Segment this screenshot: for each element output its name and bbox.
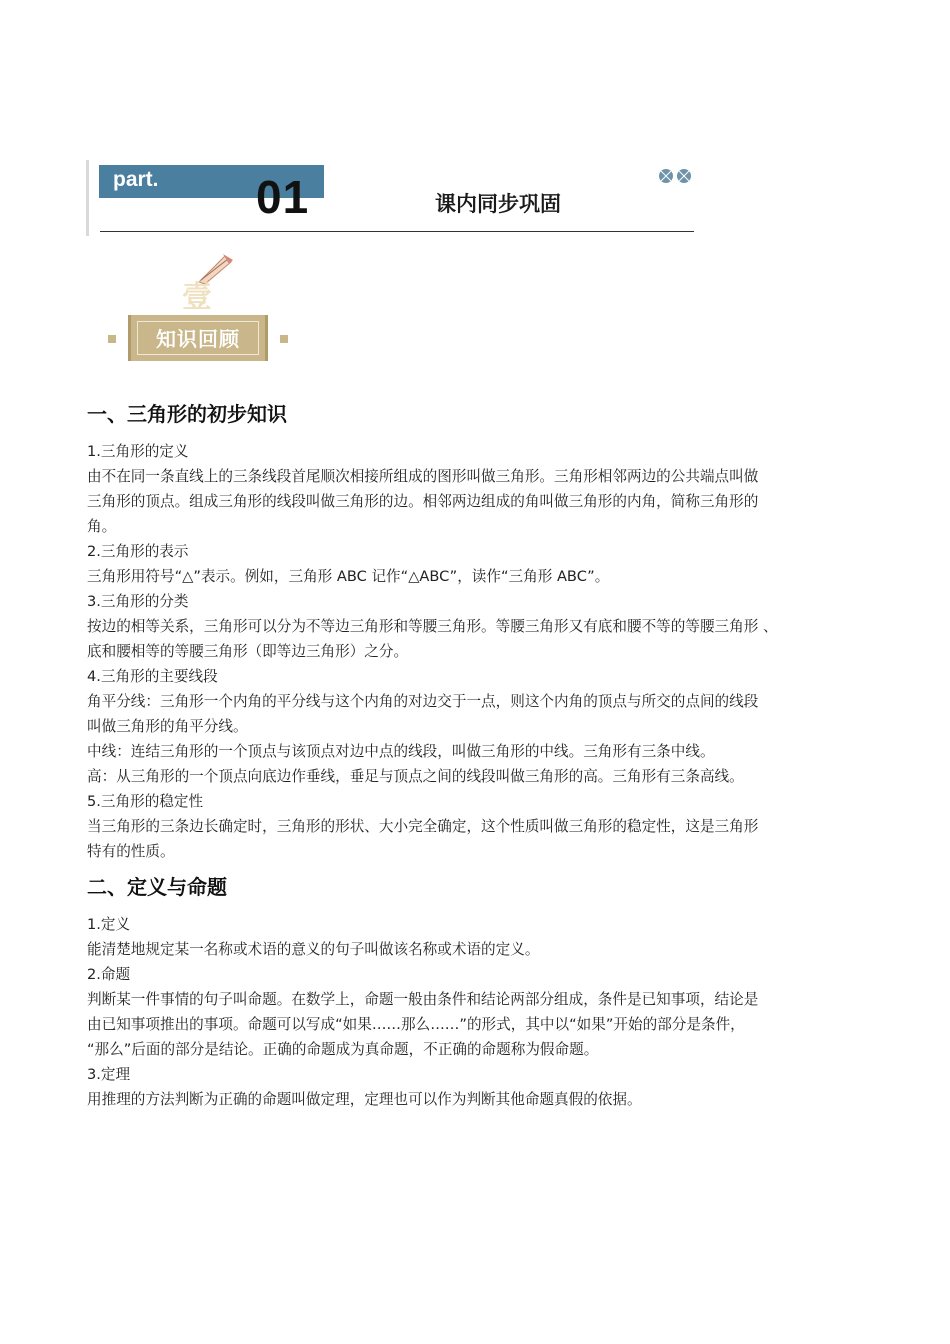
badge-box xyxy=(128,315,268,361)
part-header xyxy=(86,160,696,240)
item-title: 2.三角形的表示 xyxy=(87,543,189,560)
item-line: “那么”后面的部分是结论。正确的命题成为真命题，不正确的命题称为假命题。 xyxy=(87,1041,599,1058)
item-line: 按边的相等关系，三角形可以分为不等边三角形和等腰三角形。等腰三角形又有底和腰不等的等腰三角形 、 xyxy=(87,618,778,635)
item-line: 高：从三角形的一个顶点向底边作垂线，垂足与顶点之间的线段叫做三角形的高。三角形有三条高线。 xyxy=(87,768,744,785)
item-line: 当三角形的三条边长确定时，三角形的形状、大小完全确定，这个性质叫做三角形的稳定性，这是三角形 xyxy=(87,818,759,835)
section-title: 课内同步巩固 xyxy=(435,192,561,216)
item-line: 用推理的方法判断为正确的命题叫做定理，定理也可以作为判断其他命题真假的依据。 xyxy=(87,1091,642,1108)
item-line: 由不在同一条直线上的三条线段首尾顺次相接所组成的图形叫做三角形。三角形相邻两边的公共端点叫做 xyxy=(87,468,759,485)
section-triangle-basics xyxy=(87,439,877,864)
item-line: 角。 xyxy=(87,518,117,535)
badge-label: 知识回顾 xyxy=(156,327,240,351)
item-line: 三角形的顶点。组成三角形的线段叫做三角形的边。相邻两边组成的角叫做三角形的内角，简称三角形的 xyxy=(87,493,759,510)
chapter-numeral: 壹 xyxy=(182,280,212,315)
item-line: 叫做三角形的角平分线。 xyxy=(87,718,248,735)
item-title: 1.三角形的定义 xyxy=(87,443,189,460)
section-heading: 一、三角形的初步知识 xyxy=(87,402,287,426)
leaf-ornament-icon xyxy=(656,166,696,186)
item-line: 特有的性质。 xyxy=(87,843,175,860)
item-line: 由已知事项推出的事项。命题可以写成“如果……那么……”的形式，其中以“如果”开始的部分是条件， xyxy=(87,1016,745,1033)
item-line: 底和腰相等的等腰三角形（即等边三角形）之分。 xyxy=(87,643,409,660)
item-title: 5.三角形的稳定性 xyxy=(87,793,204,810)
left-square-ornament xyxy=(108,335,116,343)
header-frame-edge xyxy=(86,160,89,236)
section-definition-proposition xyxy=(87,912,877,1112)
header-divider xyxy=(100,231,694,232)
section-heading: 二、定义与命题 xyxy=(87,875,227,899)
knowledge-review-badge xyxy=(100,250,300,370)
item-line: 中线：连结三角形的一个顶点与该顶点对边中点的线段，叫做三角形的中线。三角形有三条中线。 xyxy=(87,743,715,760)
item-line: 三角形用符号“△”表示。例如，三角形 ABC 记作“△ABC”，读作“三角形 ABC”。 xyxy=(87,568,610,585)
item-title: 4.三角形的主要线段 xyxy=(87,668,218,685)
part-number: 01 xyxy=(256,171,310,223)
part-label: part. xyxy=(113,168,159,191)
item-title: 2.命题 xyxy=(87,966,131,983)
item-title: 1.定义 xyxy=(87,916,131,933)
item-line: 能清楚地规定某一名称或术语的意义的句子叫做该名称或术语的定义。 xyxy=(87,941,540,958)
content-body xyxy=(87,395,877,1112)
item-title: 3.定理 xyxy=(87,1066,131,1083)
item-line: 角平分线：三角形一个内角的平分线与这个内角的对边交于一点，则这个内角的顶点与所交的点间的线段 xyxy=(87,693,759,710)
right-square-ornament xyxy=(280,335,288,343)
item-title: 3.三角形的分类 xyxy=(87,593,189,610)
item-line: 判断某一件事情的句子叫命题。在数学上，命题一般由条件和结论两部分组成，条件是已知事项，结论是 xyxy=(87,991,759,1008)
